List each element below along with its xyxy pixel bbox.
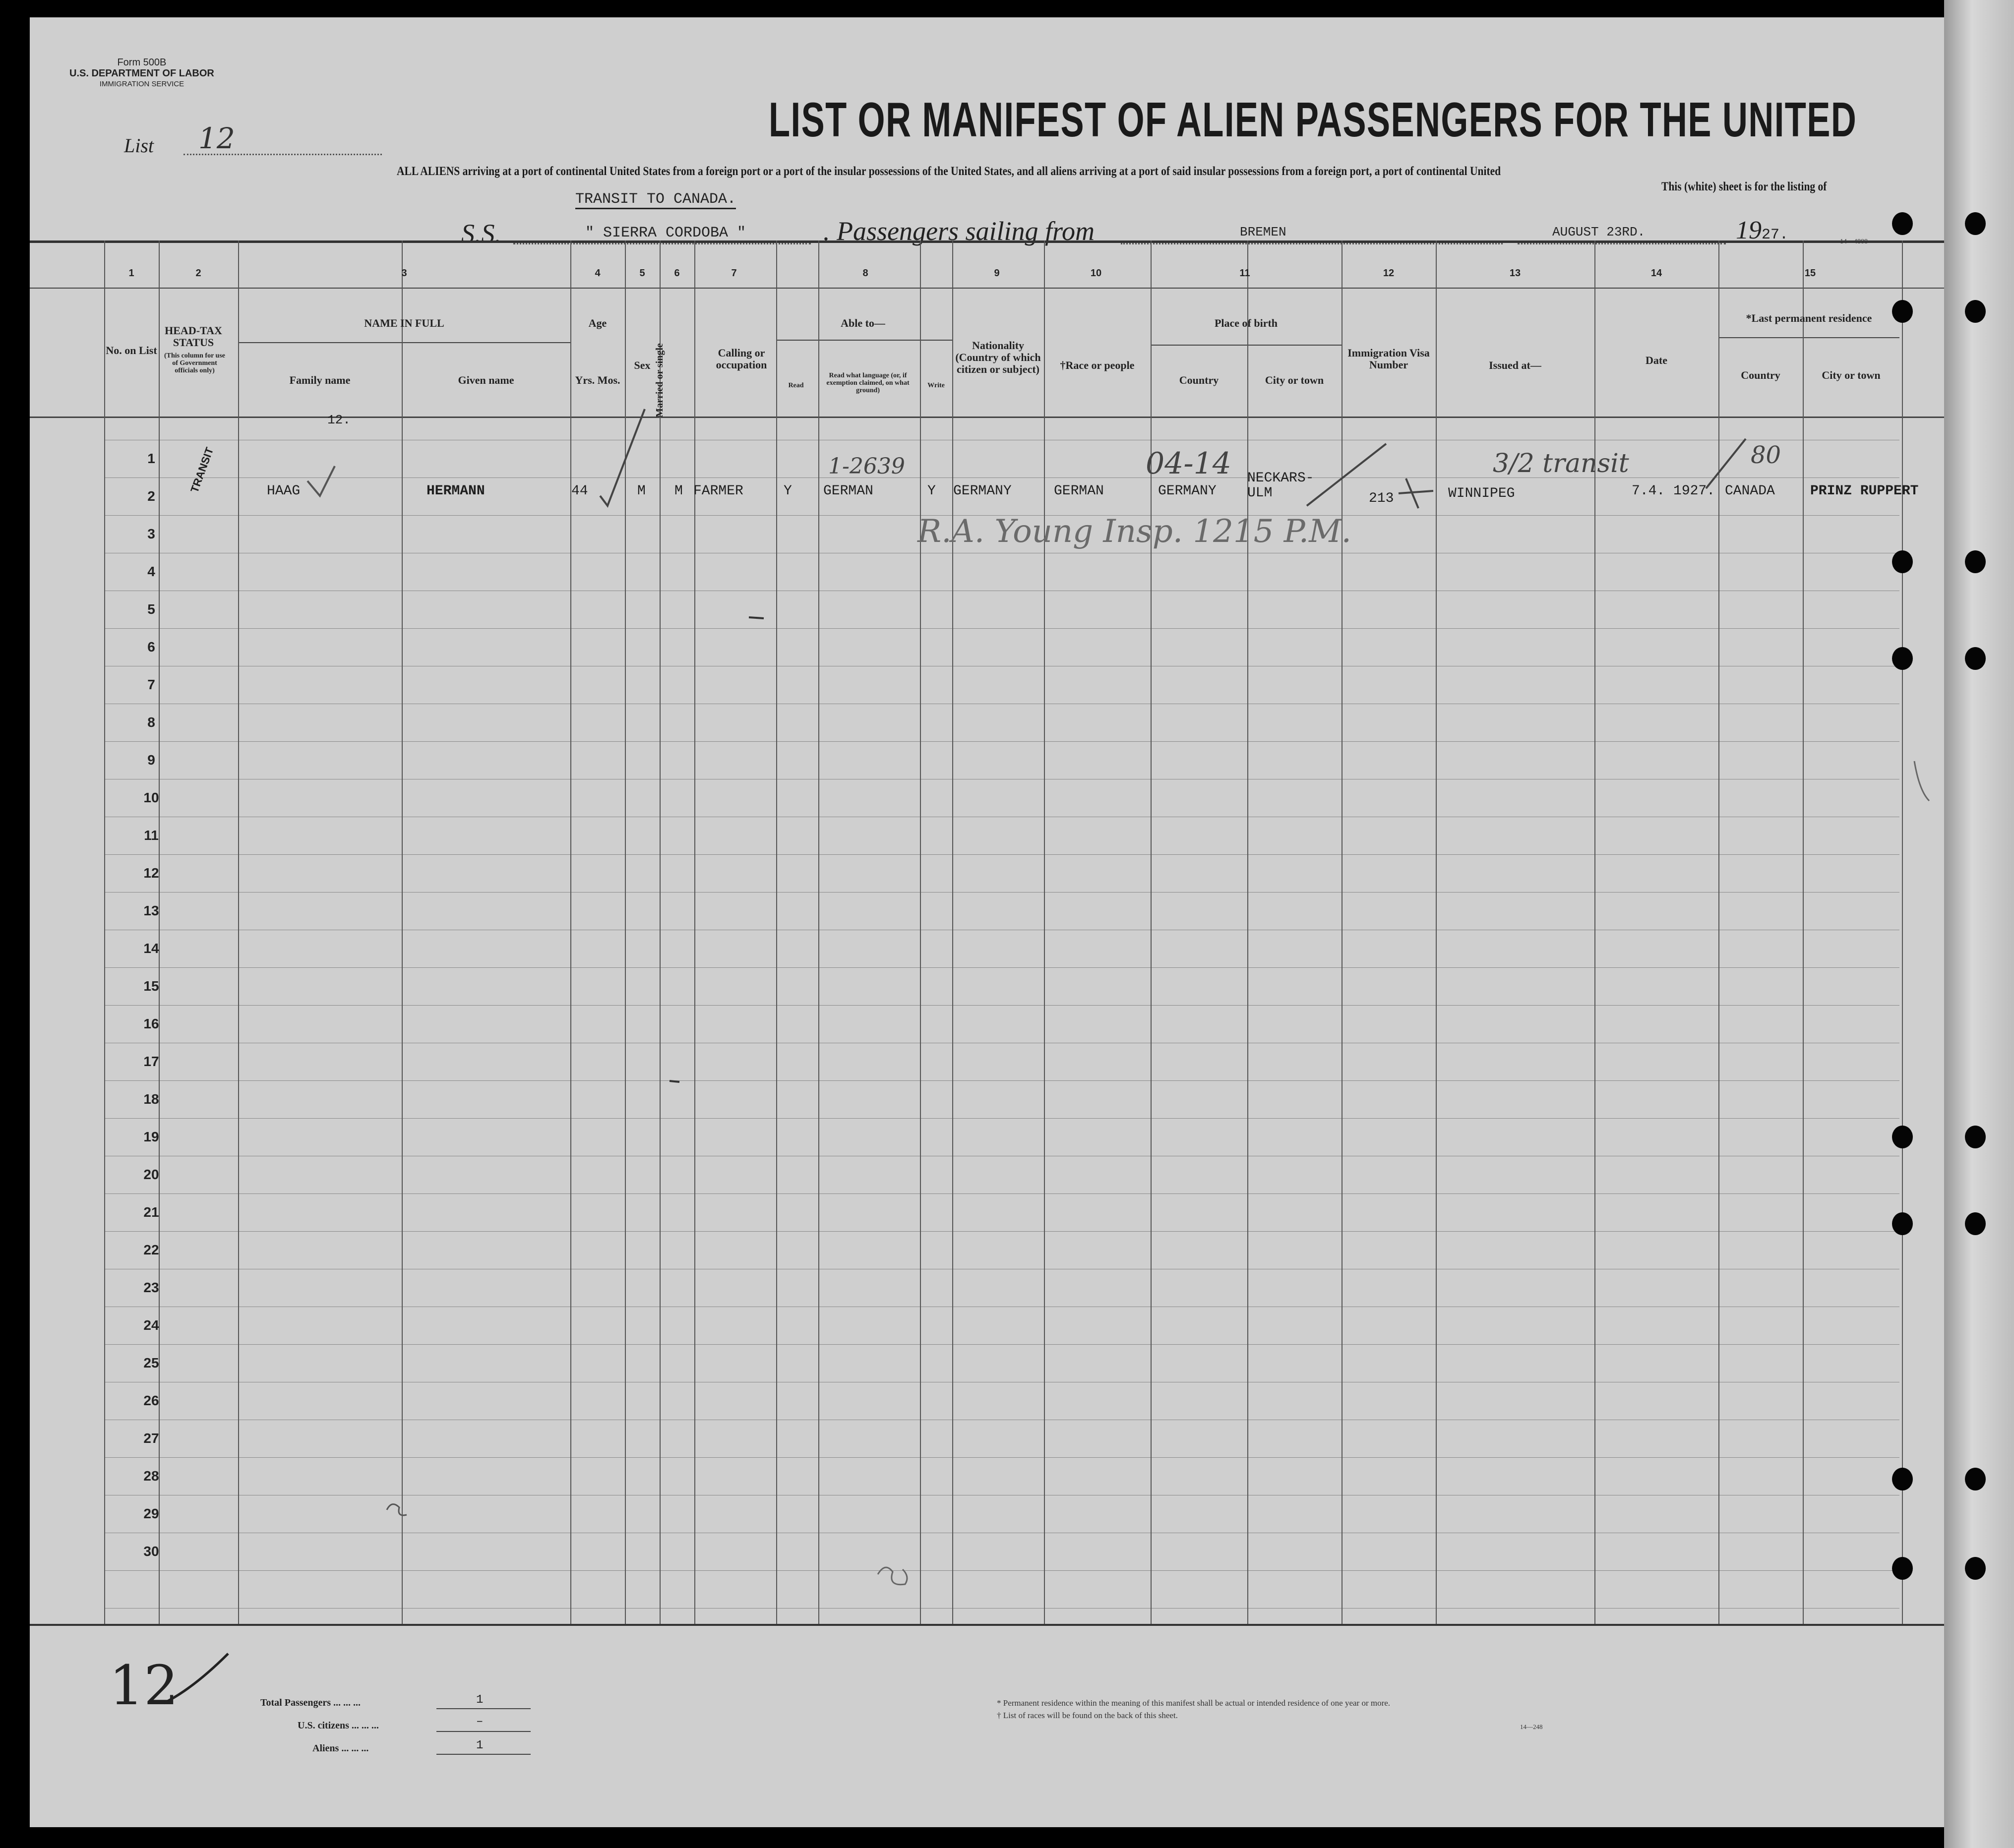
row-number: 30 bbox=[143, 1544, 159, 1559]
punch-hole bbox=[1892, 647, 1913, 670]
punch-hole bbox=[1965, 1212, 1986, 1235]
row-number: 15 bbox=[143, 978, 159, 994]
row-number: 21 bbox=[143, 1204, 159, 1220]
can-read: Y bbox=[784, 483, 792, 499]
header-occupation: Calling or occupation bbox=[716, 347, 767, 371]
race: GERMAN bbox=[1054, 483, 1104, 499]
pencil-marks bbox=[30, 17, 1944, 1827]
header-birth-city: City or town bbox=[1265, 374, 1324, 386]
row-number: 18 bbox=[143, 1091, 159, 1107]
sex: M bbox=[637, 483, 646, 499]
manifest-sheet bbox=[30, 17, 1944, 1827]
ship-name: " SIERRA CORDOBA " bbox=[585, 225, 746, 241]
birth-country: GERMANY bbox=[1158, 483, 1217, 499]
row-number: 1 bbox=[147, 451, 155, 466]
column-number: 5 bbox=[639, 268, 645, 279]
punch-hole bbox=[1965, 212, 1986, 235]
row-number: 13 bbox=[143, 903, 159, 918]
row-number: 17 bbox=[143, 1054, 159, 1069]
residence-country: CANADA bbox=[1725, 483, 1775, 499]
punch-hole bbox=[1965, 300, 1986, 323]
column-number: 8 bbox=[862, 268, 868, 279]
punch-hole bbox=[1892, 300, 1913, 323]
visa-number: 213 bbox=[1369, 491, 1394, 506]
header-place-of-birth: Place of birth bbox=[1214, 317, 1278, 329]
occupation: FARMER bbox=[693, 483, 743, 499]
age: 44 bbox=[571, 483, 588, 499]
punch-hole bbox=[1965, 1557, 1986, 1580]
corner-number-stroke bbox=[159, 1649, 238, 1708]
handwritten-birth-code: 04-14 bbox=[1146, 446, 1231, 481]
row-number: 8 bbox=[147, 715, 155, 730]
column-number: 10 bbox=[1090, 268, 1102, 279]
issue-date: 7.4. 1927. bbox=[1632, 483, 1715, 499]
row-number: 3 bbox=[147, 526, 155, 541]
row-number: 7 bbox=[147, 677, 155, 692]
year-suffix: 27. bbox=[1762, 227, 1789, 243]
header-birth-country: Country bbox=[1179, 374, 1219, 386]
given-name: HERMANN bbox=[427, 483, 485, 499]
residence-city: PRINZ RUPPERT bbox=[1810, 483, 1919, 499]
row-number: 12 bbox=[143, 865, 159, 881]
punch-hole bbox=[1892, 1212, 1913, 1235]
column-number: 4 bbox=[595, 268, 601, 279]
can-write: Y bbox=[927, 483, 936, 499]
list-number: 12 bbox=[198, 121, 235, 155]
handwritten-corner-number: 12 bbox=[109, 1654, 179, 1717]
column-number: 13 bbox=[1509, 268, 1521, 279]
header-race: †Race or people bbox=[1060, 359, 1135, 371]
punch-hole bbox=[1965, 1468, 1986, 1490]
page-title: LIST OR MANIFEST OF ALIEN PASSENGERS FOR THE UNITED bbox=[769, 92, 1857, 147]
row-number: 5 bbox=[147, 601, 155, 617]
row-number: 2 bbox=[147, 488, 155, 504]
header-age: Age bbox=[588, 317, 607, 329]
handwritten-transit-note: 3/2 transit bbox=[1493, 449, 1629, 478]
header-nationality: Nationality (Country of which citizen or subject) bbox=[955, 339, 1041, 375]
year-prefix: 19 bbox=[1736, 216, 1762, 244]
total-passengers-value: 1 bbox=[476, 1693, 484, 1707]
total-passengers-label: Total Passengers ... ... ... bbox=[260, 1697, 361, 1708]
family-count: 12. bbox=[327, 413, 351, 427]
header-name-in-full: NAME IN FULL bbox=[364, 317, 444, 329]
subtitle-line-1: ALL ALIENS arriving at a port of continental United States from a foreign port or a port of the insular possessions of the United States, and all aliens arriving at a port of said insular possessions from a foreign port, a port of continental United bbox=[397, 165, 1501, 178]
us-citizens-line bbox=[436, 1731, 531, 1732]
us-citizens-value: – bbox=[476, 1715, 484, 1729]
aliens-value: 1 bbox=[476, 1739, 484, 1752]
punch-hole bbox=[1965, 1126, 1986, 1148]
row-number: 22 bbox=[143, 1242, 159, 1257]
row-number: 25 bbox=[143, 1355, 159, 1371]
row-number: 11 bbox=[144, 828, 159, 843]
punch-hole bbox=[1892, 212, 1913, 235]
header-issued-at: Issued at— bbox=[1489, 359, 1541, 371]
department-name: U.S. DEPARTMENT OF LABOR bbox=[69, 68, 214, 79]
punch-hole bbox=[1965, 647, 1986, 670]
nationality: GERMANY bbox=[953, 483, 1012, 499]
row-number: 28 bbox=[143, 1468, 159, 1484]
subtitle-line-2: This (white) sheet is for the listing of bbox=[1661, 180, 1827, 193]
inspector-note: R.A. Young Insp. 1215 P.M. bbox=[917, 513, 1351, 550]
column-number: 6 bbox=[674, 268, 680, 279]
punch-hole bbox=[1892, 1557, 1913, 1580]
aliens-label: Aliens ... ... ... bbox=[312, 1743, 369, 1754]
row-number: 27 bbox=[143, 1431, 159, 1446]
header-read: Read bbox=[788, 382, 804, 389]
ship-prefix: S.S. bbox=[461, 219, 501, 248]
footnote-residence: * Permanent residence within the meaning of this manifest shall be actual or intended residence of one year or more. bbox=[997, 1698, 1391, 1708]
list-label: List bbox=[124, 134, 154, 157]
row-number: 26 bbox=[143, 1393, 159, 1408]
row-number: 10 bbox=[143, 790, 159, 805]
row-number: 4 bbox=[147, 564, 155, 579]
punch-hole bbox=[1892, 550, 1913, 573]
column-number: 9 bbox=[994, 268, 1000, 279]
header-family-name: Family name bbox=[289, 374, 351, 386]
punch-hole bbox=[1892, 1468, 1913, 1490]
header-sex: Sex bbox=[634, 359, 651, 371]
header-residence-city: City or town bbox=[1822, 369, 1881, 381]
header-read-language: Read what language (or, if exemption claimed, on what ground) bbox=[826, 372, 910, 394]
total-passengers-line bbox=[436, 1708, 531, 1709]
column-number: 14 bbox=[1650, 268, 1662, 279]
punch-hole bbox=[1965, 550, 1986, 573]
header-visa-number: Immigration Visa Number bbox=[1347, 347, 1430, 371]
aliens-line bbox=[436, 1754, 531, 1755]
departure-port: BREMEN bbox=[1240, 225, 1286, 239]
header-head-tax: HEAD-TAX STATUS bbox=[165, 324, 222, 349]
footnote-code: 14—248 bbox=[1520, 1723, 1543, 1730]
row-number: 20 bbox=[143, 1167, 159, 1182]
row-number: 6 bbox=[147, 639, 155, 655]
row-number: 14 bbox=[143, 941, 159, 956]
column-number: 1 bbox=[128, 268, 134, 279]
head-tax-stamp: TRANSIT bbox=[188, 445, 216, 494]
row-number: 24 bbox=[143, 1317, 159, 1333]
form-number: Form 500B bbox=[117, 57, 167, 68]
birth-city: NECKARS-ULM bbox=[1247, 471, 1314, 501]
column-number: 2 bbox=[195, 268, 201, 279]
column-number: 7 bbox=[731, 268, 737, 279]
header-last-residence: *Last permanent residence bbox=[1746, 312, 1872, 324]
issued-at: WINNIPEG bbox=[1448, 486, 1515, 501]
family-name: HAAG bbox=[267, 483, 301, 499]
header-no-on-list: No. on List bbox=[106, 344, 157, 357]
column-number: 12 bbox=[1383, 268, 1395, 279]
row-number: 9 bbox=[147, 752, 155, 768]
transit-note: TRANSIT TO CANADA. bbox=[575, 191, 736, 209]
row-number: 19 bbox=[143, 1129, 159, 1144]
handwritten-language-code: 1-2639 bbox=[828, 454, 905, 479]
row-number: 29 bbox=[143, 1506, 159, 1521]
column-number: 3 bbox=[401, 268, 407, 279]
header-given-name: Given name bbox=[458, 374, 514, 386]
row-number: 23 bbox=[143, 1280, 159, 1295]
sailing-label: . Passengers sailing from bbox=[823, 216, 1095, 246]
header-yrs-mos: Yrs. Mos. bbox=[575, 374, 620, 386]
header-write: Write bbox=[927, 382, 945, 389]
service-name: IMMIGRATION SERVICE bbox=[99, 80, 184, 88]
footnote-races: † List of races will be found on the back of this sheet. bbox=[997, 1711, 1178, 1720]
header-date: Date bbox=[1646, 354, 1667, 366]
row-number: 16 bbox=[143, 1016, 159, 1031]
sailing-date: AUGUST 23RD. bbox=[1552, 225, 1646, 239]
column-number: 15 bbox=[1804, 268, 1816, 279]
form-code: 14—4808 bbox=[1840, 238, 1868, 245]
married-status: M bbox=[674, 483, 683, 499]
column-number: 11 bbox=[1239, 268, 1250, 279]
header-head-tax-note: (This column for use of Government officials only) bbox=[164, 352, 226, 374]
header-residence-country: Country bbox=[1741, 369, 1780, 381]
punch-hole bbox=[1892, 1126, 1913, 1148]
header-married: Married or single bbox=[654, 343, 665, 417]
header-able-to: Able to— bbox=[841, 317, 885, 329]
read-language: GERMAN bbox=[823, 483, 873, 499]
us-citizens-label: U.S. citizens ... ... ... bbox=[298, 1720, 379, 1731]
handwritten-residence-code: 80 bbox=[1751, 441, 1781, 469]
